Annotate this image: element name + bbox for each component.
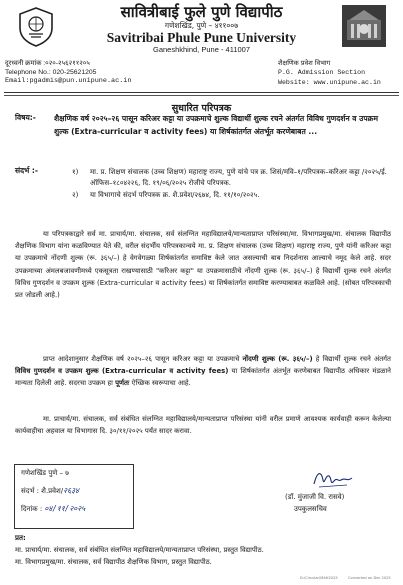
date-line bbox=[21, 504, 85, 514]
reference-item bbox=[72, 167, 397, 190]
para2-start: प्राप्त आदेशानुसार शैक्षणिक वर्ष २०२५–२६ पासून करिअर कट्टा या उपक्रमाचे bbox=[43, 355, 240, 363]
footer-note: Converted on Dec 2025 bbox=[348, 576, 391, 580]
references-label: संदर्भ :- bbox=[15, 166, 39, 175]
phone-marathi: दूरध्वनी क्रमांक :०२०-२५६२११२०५ bbox=[5, 60, 90, 67]
document-title: सुधारित परिपत्रक bbox=[171, 103, 232, 114]
date-value: ०४/११/२०२५ bbox=[44, 504, 86, 513]
header-divider bbox=[4, 92, 399, 93]
para2-head-emphasis: विविध गुणदर्शन व उपक्रम शुल्क (Extra-curricular व activity fees) bbox=[15, 367, 229, 376]
letterhead bbox=[0, 0, 403, 52]
anniversary-logo-icon bbox=[341, 4, 387, 48]
references-list bbox=[72, 167, 397, 201]
signatory-designation: उपकुलसचिव bbox=[294, 505, 327, 513]
website: Website: www.unipune.ac.in bbox=[278, 78, 381, 86]
outward-reference-number: २६३४ bbox=[63, 486, 79, 495]
phone-english: Telephone No.: 020-25621205 bbox=[5, 69, 97, 76]
para2-optional-emphasis: पूर्णतः bbox=[115, 379, 130, 388]
distribution-line: मा. विभागप्रमुख/मा. संचालक, सर्व विद्यापीठ शैक्षणिक विभाग, प्रस्तुत विद्यापीठ. bbox=[15, 558, 212, 566]
outward-reference-line bbox=[21, 486, 79, 496]
contact-right bbox=[278, 59, 381, 87]
outward-reference-label: संदर्भ : शै.प्रवेश/ bbox=[21, 487, 64, 495]
reference-text: या विभागाचे संदर्भ परिपत्रक क्र. शै.प्रवेश/२६७४, दि. ११/१०/२०२५. bbox=[90, 190, 260, 199]
body-paragraph-1: या परिपत्रकाद्वारे सर्व मा. प्राचार्य/मा. संचालक, सर्व संलग्नित महाविद्यालये/मान्यताप्राप्त परिसंस्था/मा. विभागप्रमुख/मा. संचालक विद्यापीठ शैक्षणिक विभाग यांना कळविण्यात येते की, वरील संदर्भीय परिपत्रकान्वये मा. प्र. शिक्षण संचालक (उच्च शिक्षण) महाराष्ट्र राज्य, पुणे यांनी करिअर कट्टा या उपक्रमाचे नोंदणी शुल्क (रू. ३६५/–) हे वेगवेगळ्या शिर्षकांतर्गत समाविष्ट केले जात असल्याची बाब निदर्शनास आल्याचे नमूद केले आहे. सदर उपक्रमाच्या अंमलबजावणीमध्ये एकसूत्रता राखण्यासाठी "करिअर कट्टा" या उपक्रमासाठीचे नोंदणी शुल्क (रू. ३६५/–) हे विद्यार्थी शुल्क रचने अंतर्गत विविध गुणदर्शन व उपक्रम शुल्क (Extra-curricular व activity fees) या शिर्षकांतर्गत समाविष्ट करण्याबाबत कळविले आहे. (सोबत परिपत्रकाची प्रत जोडली आहे.) bbox=[15, 230, 391, 300]
footer-path: D:\Circular\MAH2025 bbox=[300, 576, 338, 580]
para2-end: या शिर्षकांतर्गत अंतर्भूत करणेबाबत विद्यापीठ अधिकार मंडळाने मान्यता दिलेली आहे. सदरचा उपक्रम हा bbox=[15, 367, 391, 388]
reference-text: मा. प्र. शिक्षण संचालक (उच्च शिक्षण) महाराष्ट्र राज्य, पुणे यांचे पत्र क्र. शिसं/मवि–१/परिपत्रक–करिअर कट्टा /२०२५/ई. ऑफिस–१८०४२२६, दि. १९/०६/२०२५ रोजीचे परिपत्रक. bbox=[90, 168, 387, 188]
body-paragraph-3: मा. प्राचार्य/मा. संचालक, सर्व संबंधित संलग्नित महाविद्यालये/मान्यताप्राप्त परिसंस्था यांनी वरील प्रमाणे आवश्यक कार्यवाही करून केलेल्या कार्यवाहीचा अहवाल या विभागास दि. ३०/११/२०२५ पर्यंत सादर करावा. bbox=[15, 415, 391, 436]
subject-text: शैक्षणिक वर्ष २०२५–२६ पासून करिअर कट्टा या उपक्रमाचे शुल्क विद्यार्थी शुल्क रचने अंतर्गत विविध गुणदर्शन व उपक्रम शुल्क (Extra-curricular व activity fees) या शिर्षकांतर्गत अंतर्भूत करणेबाबत ... bbox=[54, 114, 379, 136]
distribution-line: मा. प्राचार्य/मा. संचालक, सर्व संबंधित संलग्नित महाविद्यालये/मान्यताप्राप्त परिसंस्था, प्रस्तुत विद्यापीठ. bbox=[15, 546, 264, 554]
address-english: Ganeshkhind, Pune - 411007 bbox=[152, 45, 251, 54]
header-divider-thin bbox=[4, 95, 399, 96]
section-marathi: शैक्षणिक प्रवेश विभाग bbox=[278, 59, 331, 67]
university-name-english: Savitribai Phule Pune University bbox=[106, 30, 297, 45]
distribution-label: प्रत: bbox=[15, 534, 26, 542]
section-english: P.G. Admission Section bbox=[278, 69, 366, 77]
university-name-marathi: सावित्रीबाई फुले पुणे विद्यापीठ bbox=[120, 3, 283, 21]
place-line: गणेशखिंड पुणे – ७ bbox=[21, 469, 69, 477]
signatory-name: (डॉ. मुंजाजी वि. रासवे) bbox=[285, 493, 345, 501]
body-paragraph-2 bbox=[15, 353, 391, 390]
reference-number: २) bbox=[72, 190, 79, 199]
reference-item bbox=[72, 190, 397, 201]
para2-fee-emphasis: नोंदणी शुल्क (रू. ३६५/–) bbox=[242, 355, 313, 363]
subject-label: विषय:- bbox=[15, 113, 36, 122]
para2-tail: ऐच्छिक स्वरूपाचा आहे. bbox=[131, 379, 191, 388]
email-address: Email:pgadmis@pun.unipune.ac.in bbox=[5, 77, 132, 85]
para2-mid: हे विद्यार्थी शुल्क रचने अंतर्गत bbox=[315, 355, 391, 363]
handwritten-signature bbox=[311, 466, 355, 492]
address-marathi: गणेशखिंड, पुणे – ४११००७ bbox=[164, 21, 239, 30]
date-label: दिनांक : bbox=[21, 505, 43, 513]
contact-left bbox=[5, 59, 131, 86]
reference-number: १) bbox=[72, 168, 79, 176]
